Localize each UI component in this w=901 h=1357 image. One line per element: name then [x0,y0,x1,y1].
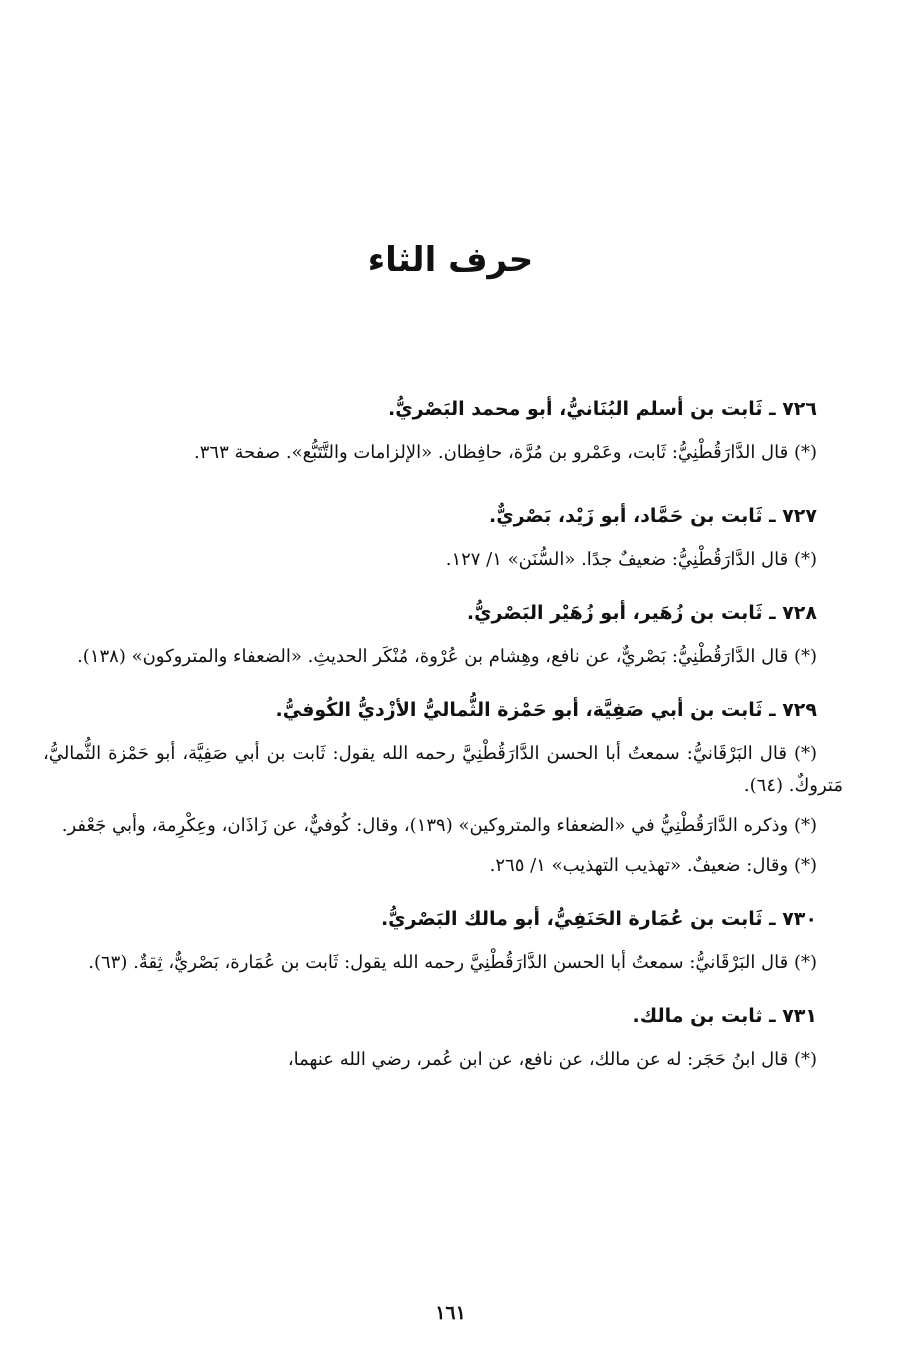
entry-729 [43,695,843,882]
entry-heading: ٧٢٦ ـ ثَابت بن أسلم البُنَانيُّ، أبو محمد البَصْريُّ. [388,398,817,420]
entry-heading: ٧٣١ ـ ثابت بن مالك. [632,1005,817,1027]
entry-paragraph: (*) قال البَرْقَانيُّ: سمعتُ أبا الحسن الدَّارَقُطْنِيَّ رحمه الله يقول: ثَابت بن عُمَارة، بَصْريٌّ، ثِقةٌ. (٦٣). [88,952,817,973]
entry-paragraph: (*) قال البَرْقَانيُّ: سمعتُ أبا الحسن الدَّارَقُطْنِيَّ رحمه الله يقول: ثَابت بن أبي صَفِيَّة، أبو حَمْزة الثُّماليُّ، مَتروكٌ. (٦٤). [43,743,843,796]
entry-heading: ٧٣٠ ـ ثَابت بن عُمَارة الحَنَفِيُّ، أبو مالك البَصْريُّ. [380,908,817,930]
entries-list [43,394,843,1084]
entry-730 [43,904,843,979]
entry-paragraph: (*) قال ابنُ حَجَر: له عن مالك، عن نافع، عن ابن عُمر، رضي الله عنهما، [287,1049,817,1070]
entry-paragraph: (*) قال الدَّارَقُطْنِيُّ: ضعيفٌ جدًا. «السُّنَن» ١/ ١٢٧. [445,549,817,570]
entry-728 [43,598,843,673]
entry-heading: ٧٢٨ ـ ثَابت بن زُهَير، أبو زُهَيْر البَصْريُّ. [466,602,817,624]
entry-paragraph: (*) وذكره الدَّارَقُطْنِيُّ في «الضعفاء والمتروكين» (١٣٩)، وقال: كُوفيٌّ، عن زَاذَان، وعِكْرِمة، وأبي جَعْفر. [61,815,817,836]
entry-727 [43,501,843,576]
entry-paragraph: (*) قال الدَّارَقُطْنِيُّ: ثَابت، وعَمْرو بن مُرَّة، حافِظان. «الإلزامات والتَّتَبُّع». صفحة ٣٦٣. [194,442,817,463]
entry-heading: ٧٢٩ ـ ثَابت بن أبي صَفِيَّة، أبو حَمْزة الثُّماليُّ الأزْديُّ الكُوفيُّ. [275,699,817,721]
page-number: ١٦١ [435,1302,466,1324]
chapter-title: حرف الثاء [367,240,534,280]
entry-paragraph: (*) قال الدَّارَقُطْنِيُّ: بَصْريٌّ، عن نافع، وهِشام بن عُرْوة، مُنْكَر الحديثِ. «الضعفاء والمتروكون» (١٣٨). [77,646,817,667]
entry-heading: ٧٢٧ ـ ثَابت بن حَمَّاد، أبو زَيْد، بَصْريٌّ. [488,505,817,527]
entry-731 [43,1001,843,1076]
entry-726 [43,394,843,469]
entry-paragraph: (*) وقال: ضعيفٌ. «تهذيب التهذيب» ١/ ٢٦٥. [489,855,817,876]
